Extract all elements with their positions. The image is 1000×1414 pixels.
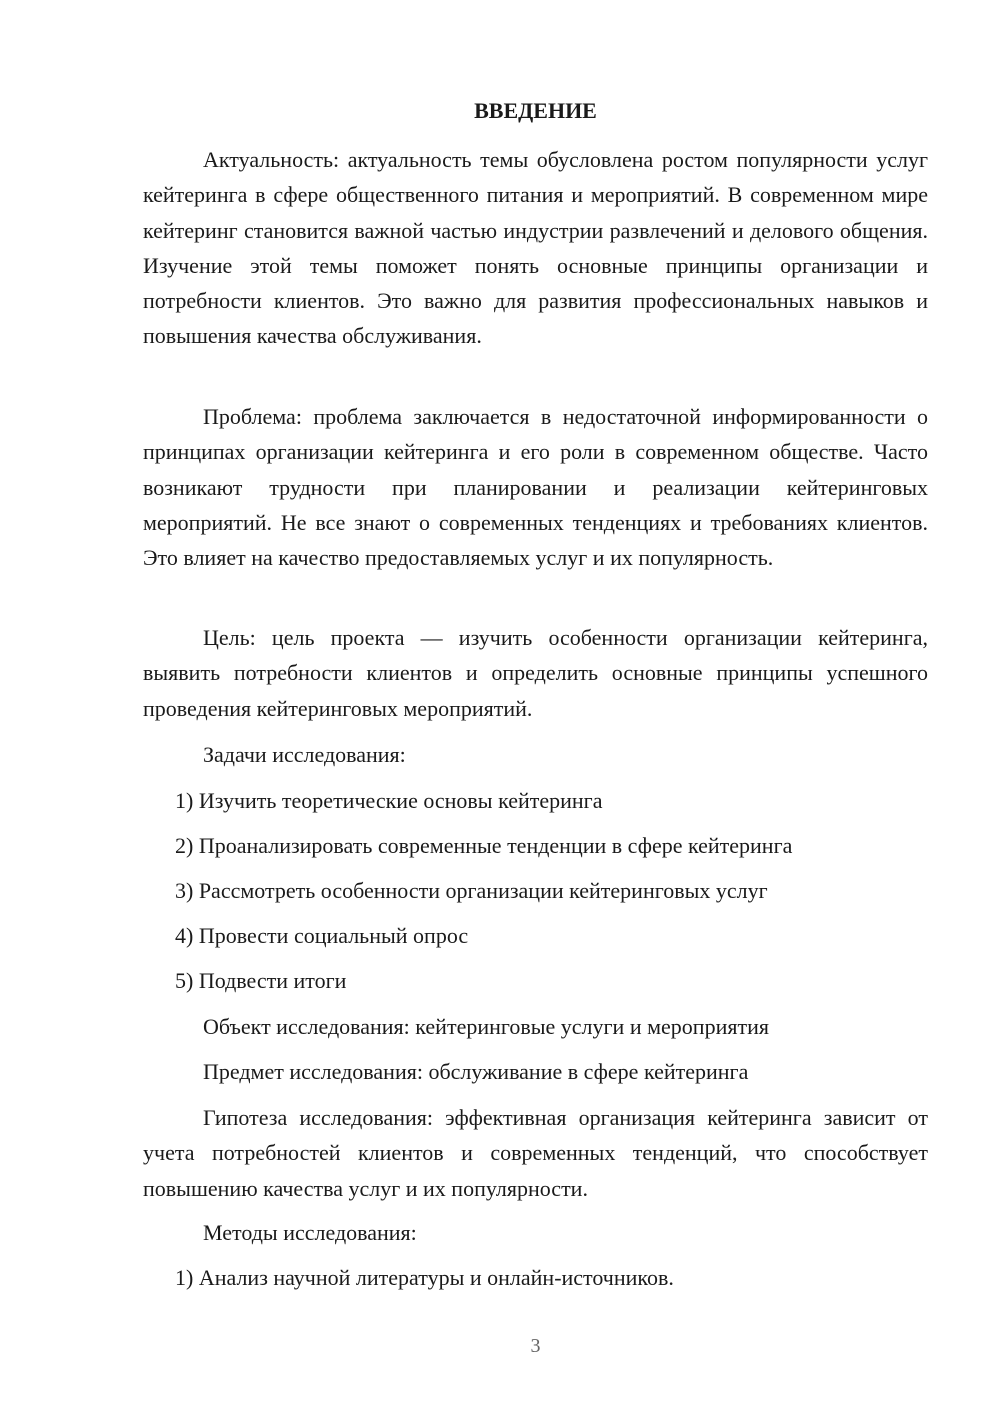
task-item-4: 4) Провести социальный опрос [175, 923, 469, 948]
object-line: Объект исследования: кейтеринговые услуги и мероприятия [203, 1014, 769, 1039]
page-number: 3 [530, 1335, 541, 1357]
goal-paragraph: Цель: цель проекта — изучить особенности организации кейтеринга, выявить потребности клиентов и определить основные принципы успешного проведения кейтеринговых мероприятий. [143, 625, 928, 721]
relevance-paragraph: Актуальность: актуальность темы обусловлена ростом популярности услуг кейтеринга в сфере общественного питания и мероприятий. В современном мире кейтеринг становится важной частью индустрии развлечений и делового общения. Изучение этой темы поможет понять основные принципы организации и потребности клиентов. Это важно для развития профессиональных навыков и повышения качества обслуживания. [143, 147, 928, 349]
task-item-5: 5) Подвести итоги [175, 968, 347, 993]
hypothesis-paragraph: Гипотеза исследования: эффективная организация кейтеринга зависит от учета потребностей клиентов и современных тенденций, что способствует повышению качества услуг и их популярности. [143, 1105, 928, 1201]
document-page [143, 0, 928, 1414]
problem-paragraph: Проблема: проблема заключается в недостаточной информированности о принципах организации кейтеринга и его роли в современном обществе. Часто возникают трудности при планировании и реализации кейтеринговых мероприятий. Не все знают о современных тенденциях и требованиях клиентов. Это влияет на качество предоставляемых услуг и их популярность. [143, 404, 928, 571]
task-item-2: 2) Проанализировать современные тенденции в сфере кейтеринга [175, 833, 793, 858]
tasks-title: Задачи исследования: [203, 742, 406, 767]
method-item-1: 1) Анализ научной литературы и онлайн-источников. [175, 1265, 674, 1290]
page-title: ВВЕДЕНИЕ [474, 98, 597, 123]
task-item-1: 1) Изучить теоретические основы кейтеринга [175, 788, 603, 813]
methods-title: Методы исследования: [203, 1220, 417, 1245]
subject-line: Предмет исследования: обслуживание в сфере кейтеринга [203, 1059, 749, 1084]
task-item-3: 3) Рассмотреть особенности организации кейтеринговых услуг [175, 878, 768, 903]
